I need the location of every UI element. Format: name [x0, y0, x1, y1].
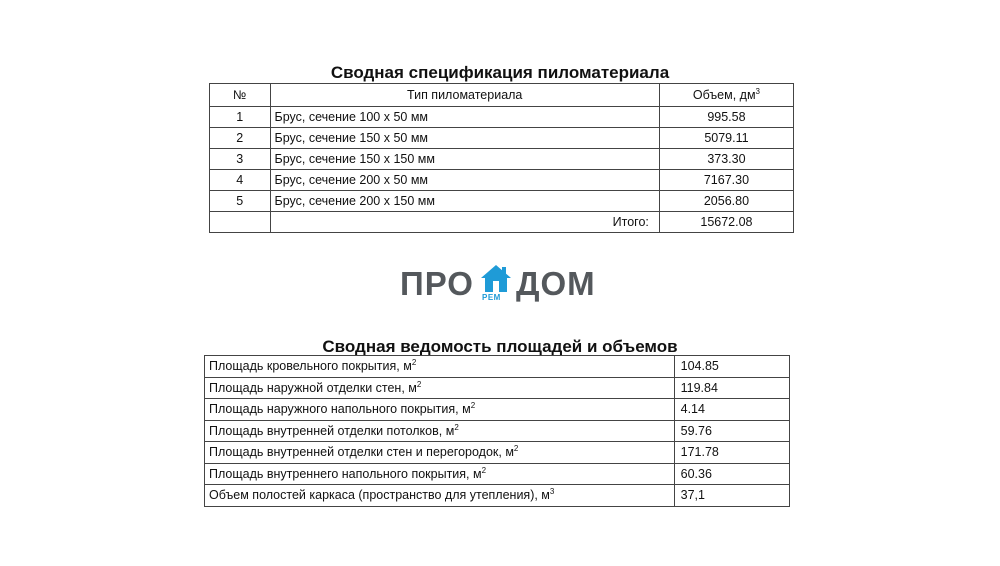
table-row — [210, 191, 794, 212]
area-value: 59.76 — [674, 420, 789, 442]
table-row — [205, 442, 790, 464]
row-no: 3 — [210, 149, 271, 170]
area-label-cell — [205, 485, 675, 507]
unit-sup: 2 — [470, 401, 476, 411]
total-value: 15672.08 — [659, 212, 793, 233]
table-row — [210, 149, 794, 170]
unit-sup: 2 — [513, 444, 519, 454]
logo-word-left: ПРО — [400, 265, 474, 302]
logo-small-text: РЕМ — [482, 293, 501, 302]
total-label: Итого: — [270, 212, 659, 233]
table-row — [210, 107, 794, 128]
table-row — [210, 128, 794, 149]
area-value: 104.85 — [674, 356, 789, 378]
column-header-volume — [659, 84, 793, 107]
table-row — [205, 485, 790, 507]
area-label-cell — [205, 399, 675, 421]
row-volume: 995.58 — [659, 107, 793, 128]
area-label-cell — [205, 356, 675, 378]
area-label: Площадь внутренней отделки стен и перегородок, м — [209, 445, 514, 460]
area-value: 119.84 — [674, 377, 789, 399]
unit-sup: 2 — [481, 465, 487, 475]
column-header-no: № — [210, 84, 271, 107]
row-no: 5 — [210, 191, 271, 212]
volume-unit-sup: 3 — [755, 86, 760, 96]
total-row — [210, 212, 794, 233]
area-label: Площадь внутренней отделки потолков, м — [209, 423, 455, 438]
pro-dom-logo — [398, 262, 608, 310]
row-type: Брус, сечение 150 х 150 мм — [270, 149, 659, 170]
logo-word-right: ДОМ — [516, 265, 596, 302]
area-label-cell — [205, 442, 675, 464]
row-type: Брус, сечение 100 х 50 мм — [270, 107, 659, 128]
table-row — [205, 377, 790, 399]
table-row — [205, 399, 790, 421]
row-no: 2 — [210, 128, 271, 149]
table-header-row — [210, 84, 794, 107]
row-volume: 5079.11 — [659, 128, 793, 149]
row-volume: 2056.80 — [659, 191, 793, 212]
area-value: 4.14 — [674, 399, 789, 421]
table-row — [205, 463, 790, 485]
house-icon — [480, 264, 512, 294]
area-value: 171.78 — [674, 442, 789, 464]
area-label: Площадь кровельного покрытия, м — [209, 359, 412, 374]
total-empty-cell — [210, 212, 271, 233]
unit-sup: 2 — [416, 379, 422, 389]
area-label: Площадь наружной отделки стен, м — [209, 380, 417, 395]
column-header-type: Тип пиломатериала — [270, 84, 659, 107]
areas-volumes-table — [204, 355, 790, 507]
row-volume: 373.30 — [659, 149, 793, 170]
areas-table-title: Сводная ведомость площадей и объемов — [322, 337, 678, 356]
table-row — [205, 420, 790, 442]
table-row — [210, 170, 794, 191]
unit-sup: 2 — [454, 422, 459, 432]
row-type: Брус, сечение 200 х 50 мм — [270, 170, 659, 191]
area-label: Площадь внутреннего напольного покрытия, м — [209, 466, 482, 481]
table-row — [205, 356, 790, 378]
lumber-spec-table — [209, 83, 794, 233]
area-label-cell — [205, 463, 675, 485]
volume-header-text: Объем, дм — [692, 88, 756, 102]
row-no: 1 — [210, 107, 271, 128]
area-value: 37,1 — [674, 485, 789, 507]
area-label: Площадь наружного напольного покрытия, м — [209, 402, 471, 417]
spec-table-title: Сводная спецификация пиломатериала — [330, 63, 670, 82]
unit-sup: 3 — [549, 487, 555, 497]
row-type: Брус, сечение 200 х 150 мм — [270, 191, 659, 212]
area-label: Объем полостей каркаса (пространство для утепления), м — [209, 488, 550, 503]
row-volume: 7167.30 — [659, 170, 793, 191]
area-label-cell — [205, 377, 675, 399]
area-value: 60.36 — [674, 463, 789, 485]
area-label-cell — [205, 420, 675, 442]
unit-sup: 2 — [411, 358, 417, 368]
row-type: Брус, сечение 150 х 50 мм — [270, 128, 659, 149]
row-no: 4 — [210, 170, 271, 191]
